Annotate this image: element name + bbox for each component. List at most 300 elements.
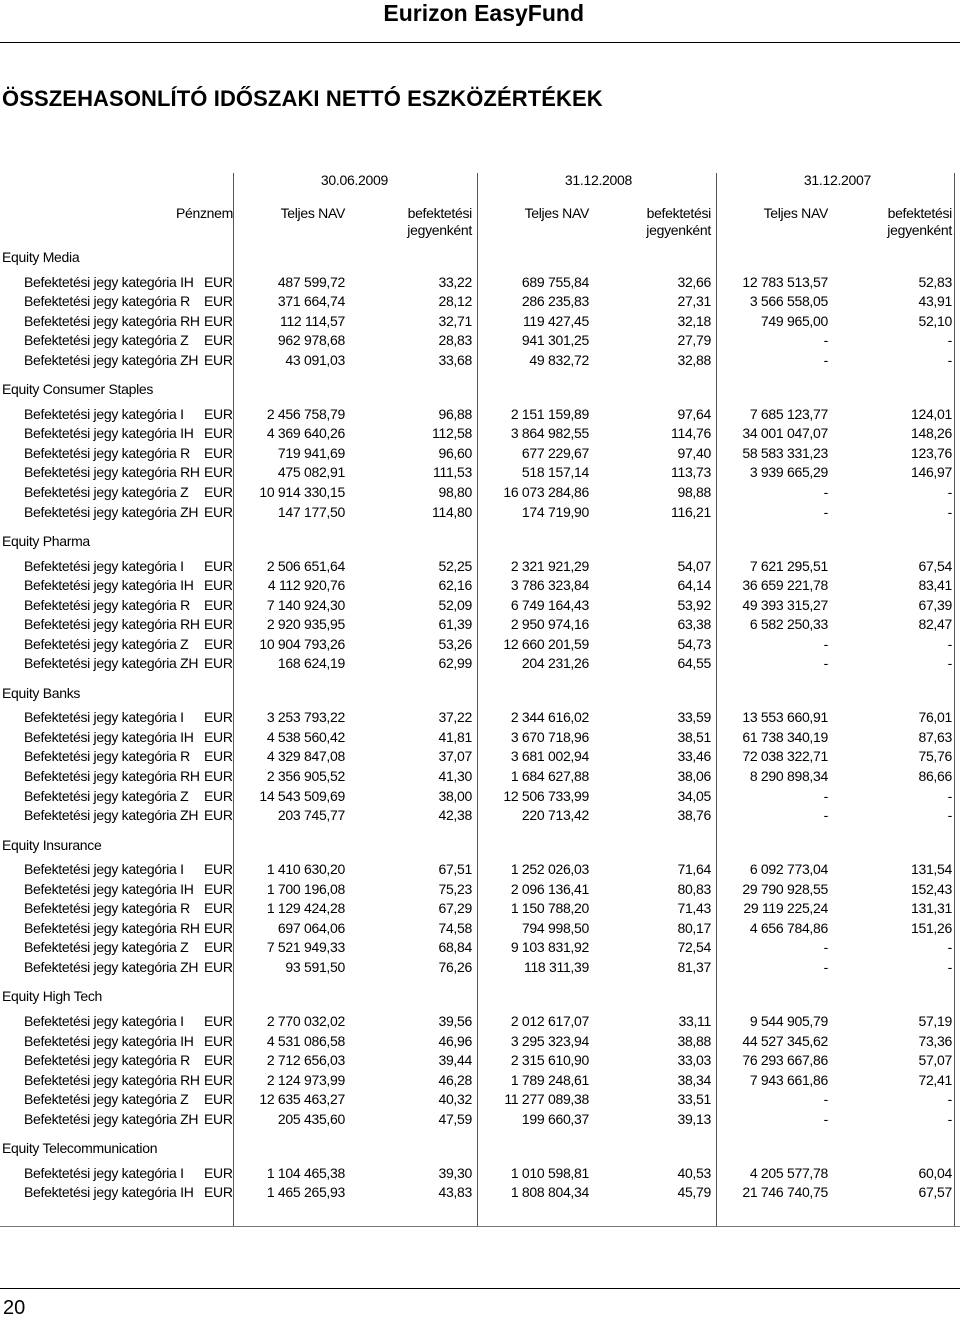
row-value: 67,57	[918, 1184, 952, 1201]
row-value: 123,76	[910, 444, 952, 461]
column-divider	[954, 173, 955, 1226]
row-value: 38,00	[438, 787, 472, 804]
row-label: Befektetési jegy kategória IH	[24, 273, 194, 290]
row-value: 4 538 560,42	[266, 728, 345, 745]
row-value: 220 713,42	[521, 807, 589, 824]
row-currency: EUR	[204, 444, 233, 461]
row-value: 60,04	[918, 1164, 952, 1181]
row-value: 64,55	[677, 655, 711, 672]
row-value: 27,31	[677, 293, 711, 310]
row-value: 98,80	[438, 483, 472, 500]
row-value: 71,43	[677, 900, 711, 917]
row-value: 111,53	[433, 464, 472, 481]
row-value: -	[947, 1110, 952, 1127]
row-value: 86,66	[918, 768, 952, 784]
row-value: 1 700 196,08	[266, 880, 345, 897]
row-value: 52,25	[438, 557, 472, 574]
row-value: 43,91	[918, 293, 952, 310]
row-value: 2 712 656,03	[266, 1052, 345, 1069]
row-label: Befektetési jegy kategória I	[24, 1012, 184, 1029]
period-date-header: 31.12.2008	[564, 172, 632, 188]
row-value: 39,13	[677, 1110, 711, 1127]
row-label: Befektetési jegy kategória IH	[24, 728, 194, 745]
row-value: 12 783 513,57	[742, 273, 828, 290]
row-currency: EUR	[204, 332, 233, 349]
per-unit-header: befektetési	[407, 205, 472, 221]
row-value: -	[823, 1091, 828, 1108]
row-label: Befektetési jegy kategória Z	[24, 787, 189, 804]
row-value: 2 356 905,52	[266, 768, 345, 784]
row-value: 76,01	[918, 709, 952, 726]
row-value: 16 073 284,86	[503, 483, 589, 500]
per-unit-header: jegyenként	[887, 222, 952, 238]
row-value: 199 660,37	[521, 1110, 589, 1127]
row-value: 49 832,72	[529, 351, 589, 368]
row-value: -	[823, 958, 828, 975]
row-value: 71,64	[677, 861, 711, 878]
row-value: -	[823, 1110, 828, 1127]
section-title: Equity Insurance	[2, 836, 102, 853]
row-value: 1 010 598,81	[510, 1164, 589, 1181]
row-label: Befektetési jegy kategória R	[24, 293, 190, 310]
row-value: 57,19	[918, 1012, 952, 1029]
row-currency: EUR	[204, 596, 233, 613]
row-value: 112 114,57	[280, 312, 345, 329]
page-title: ÖSSZEHASONLÍTÓ IDŐSZAKI NETTÓ ESZKÖZÉRTÉKEK	[2, 86, 603, 111]
row-value: 151,26	[910, 919, 952, 936]
row-value: 3 681 002,94	[510, 748, 589, 765]
row-value: 67,54	[918, 557, 952, 574]
row-value: 203 745,77	[277, 807, 345, 824]
row-value: 8 290 898,34	[749, 768, 828, 784]
row-label: Befektetési jegy kategória I	[24, 861, 184, 878]
row-value: 3 939 665,29	[749, 464, 828, 481]
row-value: 37,22	[438, 709, 472, 726]
row-value: 4 531 086,58	[266, 1032, 345, 1049]
row-value: 7 521 949,33	[266, 939, 345, 956]
row-value: 32,71	[438, 312, 472, 329]
row-value: 14 543 509,69	[259, 787, 345, 804]
row-label: Befektetési jegy kategória Z	[24, 1091, 189, 1108]
row-value: 174 719,90	[521, 503, 589, 520]
row-value: 697 064,06	[277, 919, 345, 936]
row-value: 33,59	[677, 709, 711, 726]
row-value: 677 229,67	[521, 444, 589, 461]
row-value: 53,92	[677, 596, 711, 613]
row-value: 96,60	[438, 444, 472, 461]
per-unit-header: befektetési	[887, 205, 952, 221]
row-label: Befektetési jegy kategória ZH	[24, 351, 199, 368]
row-value: 2 344 616,02	[510, 709, 589, 726]
row-value: 6 749 164,43	[510, 596, 589, 613]
row-value: 205 435,60	[277, 1110, 345, 1127]
row-value: 147 177,50	[277, 503, 345, 520]
row-value: 76 293 667,86	[742, 1052, 828, 1069]
row-value: 749 965,00	[760, 312, 828, 329]
row-label: Befektetési jegy kategória R	[24, 444, 190, 461]
row-value: 28,12	[438, 293, 472, 310]
row-currency: EUR	[204, 616, 233, 633]
row-value: 114,80	[432, 503, 472, 520]
row-currency: EUR	[204, 503, 233, 520]
row-label: Befektetési jegy kategória RH	[24, 919, 200, 936]
row-value: 114,76	[671, 425, 711, 442]
row-currency: EUR	[204, 1052, 233, 1069]
row-value: 113,73	[671, 464, 711, 481]
row-value: 371 664,74	[277, 293, 345, 310]
row-value: 3 670 718,96	[510, 728, 589, 745]
row-value: 32,18	[677, 312, 711, 329]
row-value: 1 789 248,61	[510, 1071, 589, 1088]
row-label: Befektetési jegy kategória ZH	[24, 503, 199, 520]
row-value: 97,40	[677, 444, 711, 461]
row-currency: EUR	[204, 1164, 233, 1181]
section-title: Equity Telecommunication	[2, 1140, 158, 1157]
row-value: -	[947, 807, 952, 824]
row-value: 53,26	[438, 635, 472, 652]
row-value: -	[947, 958, 952, 975]
row-currency: EUR	[204, 293, 233, 310]
row-value: -	[947, 483, 952, 500]
row-value: 27,79	[677, 332, 711, 349]
row-value: 29 119 225,24	[743, 900, 828, 917]
row-value: 38,34	[677, 1071, 711, 1088]
section-title: Equity Media	[2, 249, 80, 265]
row-currency: EUR	[204, 557, 233, 574]
row-value: 4 369 640,26	[266, 425, 345, 442]
row-value: 112,58	[432, 425, 472, 442]
row-value: 4 656 784,86	[749, 919, 828, 936]
row-label: Befektetési jegy kategória ZH	[24, 655, 199, 672]
row-label: Befektetési jegy kategória I	[24, 1164, 184, 1181]
row-label: Befektetési jegy kategória RH	[24, 312, 200, 329]
table-bottom-rule	[0, 1226, 960, 1227]
nav-header: Teljes NAV	[763, 205, 828, 221]
row-value: 39,30	[438, 1164, 472, 1181]
row-value: 9 544 905,79	[749, 1012, 828, 1029]
row-currency: EUR	[204, 787, 233, 804]
row-value: 2 012 617,07	[510, 1012, 589, 1029]
row-value: 57,07	[918, 1052, 952, 1069]
row-value: 10 904 793,26	[259, 635, 345, 652]
row-label: Befektetési jegy kategória RH	[24, 768, 200, 784]
row-value: 794 998,50	[521, 919, 589, 936]
row-value: 3 786 323,84	[510, 577, 589, 594]
row-value: 97,64	[677, 405, 711, 422]
row-value: 689 755,84	[521, 273, 589, 290]
row-value: 4 205 577,78	[749, 1164, 828, 1181]
row-value: 6 582 250,33	[749, 616, 828, 633]
row-value: 33,46	[677, 748, 711, 765]
column-divider	[716, 173, 717, 1226]
row-label: Befektetési jegy kategória I	[24, 405, 184, 422]
row-value: 33,03	[677, 1052, 711, 1069]
row-value: 75,76	[918, 748, 952, 765]
per-unit-header: befektetési	[646, 205, 711, 221]
row-value: 32,88	[677, 351, 711, 368]
row-value: 40,53	[677, 1164, 711, 1181]
per-unit-header: jegyenként	[407, 222, 472, 238]
row-value: 58 583 331,23	[742, 444, 828, 461]
row-currency: EUR	[204, 807, 233, 824]
row-label: Befektetési jegy kategória Z	[24, 332, 189, 349]
row-value: 11 277 089,38	[504, 1091, 589, 1108]
row-value: 36 659 221,78	[742, 577, 828, 594]
row-value: 44 527 345,62	[742, 1032, 828, 1049]
row-value: 2 506 651,64	[266, 557, 345, 574]
row-value: 67,39	[918, 596, 952, 613]
row-label: Befektetési jegy kategória RH	[24, 464, 200, 481]
row-label: Befektetési jegy kategória R	[24, 900, 190, 917]
row-value: -	[947, 503, 952, 520]
row-value: 76,26	[438, 958, 472, 975]
row-value: 2 124 973,99	[266, 1071, 345, 1088]
row-currency: EUR	[204, 728, 233, 745]
currency-header: Pénznem	[175, 205, 233, 221]
row-value: 80,17	[677, 919, 711, 936]
row-currency: EUR	[204, 1184, 233, 1201]
row-currency: EUR	[204, 861, 233, 878]
row-value: 38,76	[677, 807, 711, 824]
row-label: Befektetési jegy kategória R	[24, 1052, 190, 1069]
row-label: Befektetési jegy kategória I	[24, 709, 184, 726]
row-currency: EUR	[204, 880, 233, 897]
row-value: 12 506 733,99	[503, 787, 589, 804]
section-title: Equity Pharma	[2, 533, 90, 550]
section-title: Equity Banks	[2, 684, 81, 701]
row-value: 61 738 340,19	[742, 728, 828, 745]
row-value: 54,07	[677, 557, 711, 574]
row-value: 67,51	[438, 861, 472, 878]
row-currency: EUR	[204, 273, 233, 290]
row-label: Befektetési jegy kategória ZH	[24, 1110, 199, 1127]
row-value: 68,84	[438, 939, 472, 956]
row-value: 46,28	[438, 1071, 472, 1088]
row-value: -	[823, 939, 828, 956]
row-value: 148,26	[910, 425, 952, 442]
row-label: Befektetési jegy kategória IH	[24, 880, 194, 897]
row-currency: EUR	[204, 405, 233, 422]
row-value: 10 914 330,15	[259, 483, 345, 500]
row-value: 61,39	[438, 616, 472, 633]
row-currency: EUR	[204, 1032, 233, 1049]
row-value: 64,14	[677, 577, 711, 594]
row-value: 116,21	[671, 503, 711, 520]
row-value: 74,58	[438, 919, 472, 936]
row-currency: EUR	[204, 425, 233, 442]
row-value: 83,41	[918, 577, 952, 594]
row-value: 118 311,39	[524, 958, 589, 975]
row-value: 38,51	[677, 728, 711, 745]
row-value: 67,29	[438, 900, 472, 917]
nav-header: Teljes NAV	[280, 205, 345, 221]
row-value: 82,47	[918, 616, 952, 633]
row-value: -	[947, 655, 952, 672]
row-value: -	[947, 351, 952, 368]
row-currency: EUR	[204, 483, 233, 500]
row-label: Befektetési jegy kategória Z	[24, 939, 189, 956]
row-value: 2 456 758,79	[266, 405, 345, 422]
row-value: 43,83	[438, 1184, 472, 1201]
row-value: 2 920 935,95	[266, 616, 345, 633]
row-value: 1 104 465,38	[266, 1164, 345, 1181]
row-value: 3 566 558,05	[749, 293, 828, 310]
row-value: 2 096 136,41	[510, 880, 589, 897]
row-value: -	[947, 635, 952, 652]
row-currency: EUR	[204, 919, 233, 936]
row-value: 475 082,91	[277, 464, 345, 481]
row-value: 962 978,68	[277, 332, 345, 349]
row-value: 81,37	[677, 958, 711, 975]
period-date-header: 30.06.2009	[320, 172, 388, 188]
row-value: 38,88	[677, 1032, 711, 1049]
row-value: 286 235,83	[521, 293, 589, 310]
row-value: -	[823, 351, 828, 368]
row-value: 1 465 265,93	[266, 1184, 345, 1201]
column-divider	[477, 173, 478, 1226]
row-currency: EUR	[204, 900, 233, 917]
row-value: 41,30	[438, 768, 472, 784]
row-currency: EUR	[204, 351, 233, 368]
row-value: 1 410 630,20	[266, 861, 345, 878]
row-value: 63,38	[677, 616, 711, 633]
row-value: 39,56	[438, 1012, 472, 1029]
row-currency: EUR	[204, 1012, 233, 1029]
period-date-header: 31.12.2007	[803, 172, 871, 188]
page-number: 20	[3, 1297, 26, 1319]
row-value: 33,11	[678, 1012, 711, 1029]
row-label: Befektetési jegy kategória IH	[24, 1184, 194, 1201]
row-label: Befektetési jegy kategória I	[24, 557, 184, 574]
row-value: 2 950 974,16	[510, 616, 589, 633]
row-currency: EUR	[204, 1071, 233, 1088]
row-label: Befektetési jegy kategória IH	[24, 577, 194, 594]
row-value: 9 103 831,92	[510, 939, 589, 956]
row-value: 131,31	[910, 900, 952, 917]
row-value: 80,83	[677, 880, 711, 897]
row-value: -	[823, 503, 828, 520]
row-value: 2 321 921,29	[510, 557, 589, 574]
row-currency: EUR	[204, 577, 233, 594]
row-value: 4 112 920,76	[267, 577, 345, 594]
nav-header: Teljes NAV	[524, 205, 589, 221]
row-currency: EUR	[204, 464, 233, 481]
row-value: 33,22	[438, 273, 472, 290]
row-value: -	[947, 1091, 952, 1108]
row-value: 93 591,50	[285, 958, 345, 975]
row-value: -	[823, 787, 828, 804]
row-currency: EUR	[204, 709, 233, 726]
row-value: 12 635 463,27	[259, 1091, 345, 1108]
row-value: -	[823, 635, 828, 652]
row-currency: EUR	[204, 768, 233, 784]
row-value: 39,44	[438, 1052, 472, 1069]
row-value: 1 252 026,03	[510, 861, 589, 878]
row-value: 131,54	[910, 861, 952, 878]
row-value: 87,63	[918, 728, 952, 745]
row-value: 72 038 322,71	[742, 748, 828, 765]
row-value: 7 140 924,30	[266, 596, 345, 613]
row-value: 40,32	[438, 1091, 472, 1108]
row-value: 3 253 793,22	[266, 709, 345, 726]
row-value: 13 553 660,91	[742, 709, 828, 726]
row-value: -	[823, 483, 828, 500]
row-value: 1 684 627,88	[510, 768, 589, 784]
row-label: Befektetési jegy kategória R	[24, 596, 190, 613]
column-divider	[233, 173, 234, 1226]
row-currency: EUR	[204, 958, 233, 975]
row-value: 62,99	[438, 655, 472, 672]
row-label: Befektetési jegy kategória RH	[24, 616, 200, 633]
row-value: -	[823, 655, 828, 672]
row-value: 46,96	[438, 1032, 472, 1049]
row-value: 518 157,14	[521, 464, 589, 481]
row-value: 1 129 424,28	[266, 900, 345, 917]
row-value: 7 685 123,77	[749, 405, 828, 422]
row-value: 152,43	[910, 880, 952, 897]
row-value: 7 943 661,86	[749, 1071, 828, 1088]
row-value: 29 790 928,55	[742, 880, 828, 897]
row-value: 719 941,69	[277, 444, 345, 461]
row-value: 52,09	[438, 596, 472, 613]
row-currency: EUR	[204, 748, 233, 765]
row-value: 34,05	[677, 787, 711, 804]
row-value: 96,88	[438, 405, 472, 422]
row-value: 32,66	[677, 273, 711, 290]
row-value: 168 624,19	[277, 655, 345, 672]
row-currency: EUR	[204, 1110, 233, 1127]
row-value: 38,06	[677, 768, 711, 784]
row-value: 2 770 032,02	[266, 1012, 345, 1029]
row-value: 62,16	[438, 577, 472, 594]
row-value: 941 301,25	[521, 332, 589, 349]
footer-rule	[0, 1288, 960, 1289]
row-value: 73,36	[918, 1032, 952, 1049]
row-currency: EUR	[204, 635, 233, 652]
row-value: 52,83	[918, 273, 952, 290]
row-currency: EUR	[204, 939, 233, 956]
row-value: 49 393 315,27	[742, 596, 828, 613]
row-value: 3 864 982,55	[510, 425, 589, 442]
row-currency: EUR	[204, 655, 233, 672]
row-value: 43 091,03	[285, 351, 345, 368]
row-value: 28,83	[438, 332, 472, 349]
row-value: 41,81	[438, 728, 472, 745]
row-label: Befektetési jegy kategória ZH	[24, 958, 199, 975]
row-value: -	[947, 332, 952, 349]
row-value: 1 808 804,34	[510, 1184, 589, 1201]
row-value: 34 001 047,07	[742, 425, 828, 442]
row-value: 42,38	[438, 807, 472, 824]
row-value: 21 746 740,75	[742, 1184, 828, 1201]
row-value: 72,54	[677, 939, 711, 956]
row-value: 33,68	[438, 351, 472, 368]
row-value: 33,51	[677, 1091, 711, 1108]
row-value: 37,07	[438, 748, 472, 765]
row-value: 72,41	[918, 1071, 952, 1088]
row-value: 52,10	[918, 312, 952, 329]
row-value: -	[823, 807, 828, 824]
row-label: Befektetési jegy kategória RH	[24, 1071, 200, 1088]
row-value: 487 599,72	[277, 273, 345, 290]
row-label: Befektetési jegy kategória ZH	[24, 807, 199, 824]
row-label: Befektetési jegy kategória R	[24, 748, 190, 765]
row-value: 119 427,45	[522, 312, 589, 329]
row-value: 7 621 295,51	[749, 557, 828, 574]
section-title: Equity High Tech	[2, 988, 103, 1005]
row-value: 12 660 201,59	[503, 635, 589, 652]
row-value: 124,01	[910, 405, 952, 422]
